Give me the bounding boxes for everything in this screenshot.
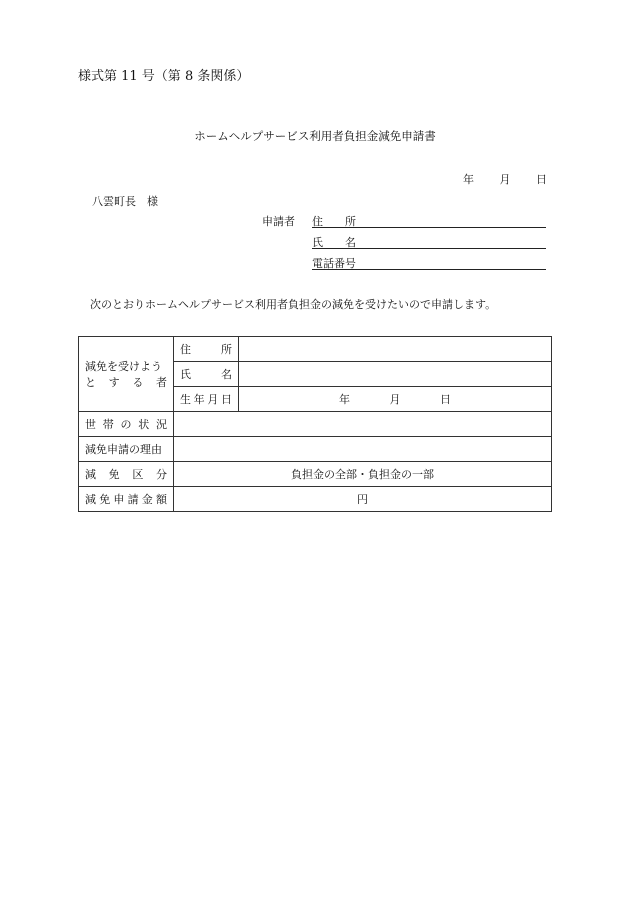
table-row <box>79 487 552 512</box>
table-row <box>79 437 552 462</box>
recipient-label-line1: 減免を受けよう <box>85 360 162 373</box>
year-label: 年 <box>463 173 474 186</box>
address-label-cell: 住 所 <box>174 337 239 362</box>
recipient-name-input[interactable] <box>239 362 552 387</box>
form-number: 様式第 11 号（第 8 条関係） <box>78 69 250 84</box>
table-row <box>79 412 552 437</box>
household-label-cell: 世 帯 の 状 況 <box>79 412 174 437</box>
recipient-dob-input[interactable]: 年 月 日 <box>239 387 552 412</box>
request-statement: 次のとおりホームヘルプサービス利用者負担金の減免を受けたいので申請します。 <box>90 298 497 311</box>
reason-label-cell: 減免申請の理由 <box>79 437 174 462</box>
applicant-label: 申請者 <box>262 215 295 228</box>
application-table <box>78 336 552 512</box>
recipient-label-line2: と す る 者 <box>85 376 167 389</box>
reason-input[interactable] <box>174 437 552 462</box>
amount-label-cell: 減 免 申 請 金 額 <box>79 487 174 512</box>
amount-input[interactable] <box>174 487 552 512</box>
recipient-address-input[interactable] <box>239 337 552 362</box>
addressee: 八雲町長 様 <box>92 195 158 208</box>
name-label-cell: 氏 名 <box>174 362 239 387</box>
table-row <box>79 462 552 487</box>
document-title: ホームヘルプサービス利用者負担金減免申請書 <box>194 129 436 143</box>
category-label-cell: 減 免 区 分 <box>79 462 174 487</box>
household-input[interactable] <box>174 412 552 437</box>
applicant-phone-field[interactable] <box>312 255 546 270</box>
category-value[interactable]: 負担金の全部・負担金の一部 <box>174 462 552 487</box>
applicant-address-field[interactable] <box>312 213 546 228</box>
dob-label-cell: 生 年 月 日 <box>174 387 239 412</box>
recipient-label-cell <box>79 337 174 412</box>
applicant-name-label: 氏 名 <box>312 236 356 249</box>
applicant-name-field[interactable] <box>312 234 546 249</box>
yen-unit: 円 <box>357 493 368 506</box>
applicant-phone-label: 電話番号 <box>312 257 356 270</box>
applicant-address-label: 住 所 <box>312 215 356 228</box>
day-label: 日 <box>536 173 547 186</box>
date-line <box>463 171 547 187</box>
table-row <box>79 337 552 362</box>
month-label: 月 <box>499 173 511 186</box>
